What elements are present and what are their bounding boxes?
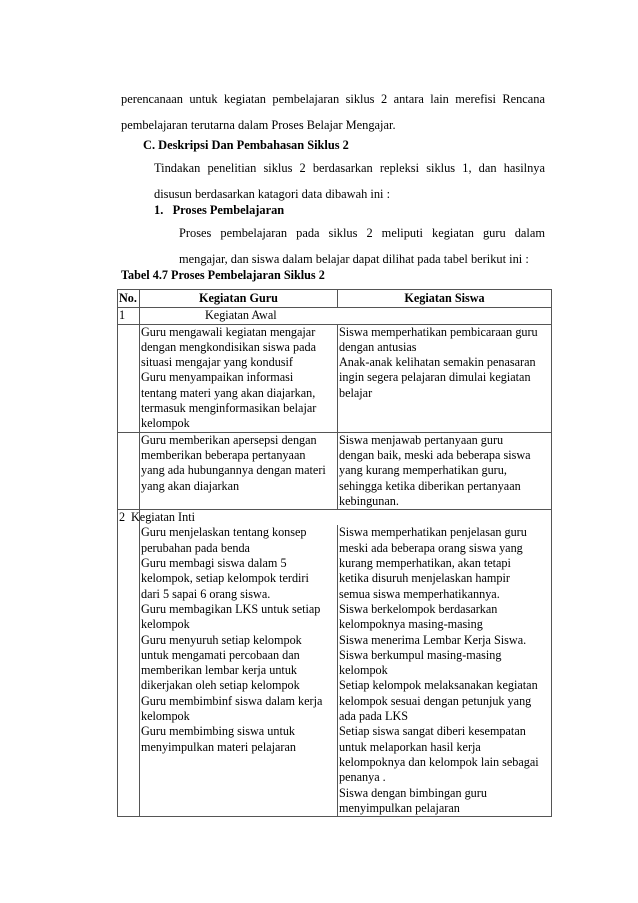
cell-line: yang akan diajarkan <box>141 478 240 493</box>
cell-line: Guru memberikan apersepsi dengan <box>141 432 317 447</box>
text-line: pembelajaran terutarna dalam Proses Belajar Mengajar. <box>121 117 396 132</box>
cell-line: Siswa menjawab pertanyaan guru <box>339 432 504 447</box>
cell-line: kelompok <box>141 416 190 431</box>
cell-line: semua siswa memperhatikannya. <box>339 586 500 601</box>
text-line: mengajar, dan siswa dalam belajar dapat dilihat pada tabel berikut ini : <box>179 251 529 266</box>
guru-cell <box>140 525 338 816</box>
cell-line: untuk melaporkan hasil kerja <box>339 739 481 754</box>
empty-cell <box>118 525 140 816</box>
cell-line: dengan antusias <box>339 339 417 354</box>
cell-line: memberikan lembar kerja untuk <box>141 663 298 678</box>
cell-line: menyimpulkan pelajaran <box>339 800 460 815</box>
siswa-cell <box>338 324 552 432</box>
empty-cell <box>338 308 552 324</box>
cell-line: kelompok, setiap kelompok terdiri <box>141 571 309 586</box>
subsection-heading: 1. Proses Pembelajaran <box>154 203 285 217</box>
section-label-cell <box>131 510 552 526</box>
cell-line: yang kurang memperhatikan guru, <box>339 463 507 478</box>
cell-line: kelompok sesuai dengan petunjuk yang <box>339 693 532 708</box>
row-number: 1 <box>118 308 140 324</box>
section-row-kegiatan-inti <box>118 510 552 526</box>
cell-line: Guru mengawali kegiatan mengajar <box>141 324 316 339</box>
text-line: Proses pembelajaran pada siklus 2 meliputi kegiatan guru dalam <box>179 226 545 240</box>
cell-line: Guru menyampaikan informasi <box>141 370 294 385</box>
cell-line: Guru membagikan LKS untuk setiap <box>141 601 321 616</box>
cell-line: Guru membagi siswa dalam 5 <box>141 556 287 571</box>
guru-cell <box>140 432 338 509</box>
cell-line: Guru membimbing siswa untuk <box>141 724 296 739</box>
cell-line: Setiap kelompok melaksanakan kegiatan <box>339 678 538 693</box>
cell-line: meski ada beberapa orang siswa yang <box>339 540 523 555</box>
cell-line: Siswa berkelompok berdasarkan <box>339 601 498 616</box>
cell-line: situasi mengajar yang kondusif <box>141 355 293 370</box>
row-number: 2 <box>118 510 140 526</box>
paragraph-intro <box>121 87 545 138</box>
guru-cell <box>140 324 338 432</box>
table-caption: Tabel 4.7 Proses Pembelajaran Siklus 2 <box>121 268 325 282</box>
header-kegiatan-guru: Kegiatan Guru <box>140 290 338 308</box>
cell-line: dikerjakan oleh setiap kelompok <box>141 678 300 693</box>
cell-line: ada pada LKS <box>339 709 409 724</box>
cell-line: Guru membimbinf siswa dalam kerja <box>141 693 323 708</box>
table-row <box>118 525 552 816</box>
cell-line: Siswa berkumpul masing-masing <box>339 647 502 662</box>
cell-line: untuk mengamati percobaan dan <box>141 647 300 662</box>
siswa-cell <box>338 525 552 816</box>
cell-line: sehingga ketika diberikan pertanyaan <box>339 478 521 493</box>
cell-line: Siswa memperhatikan penjelasan guru <box>339 525 527 540</box>
header-kegiatan-siswa: Kegiatan Siswa <box>338 290 552 308</box>
cell-line: dengan baik, meski ada beberapa siswa <box>339 447 531 462</box>
text-line: perencanaan untuk kegiatan pembelajaran siklus 2 antara lain merefisi Rencana <box>121 92 545 106</box>
cell-line: Guru menyuruh setiap kelompok <box>141 632 302 647</box>
table-row <box>118 432 552 509</box>
cell-line: kelompok <box>141 709 190 724</box>
cell-line: yang ada hubungannya dengan materi <box>141 463 326 478</box>
section-label-cell <box>140 308 338 324</box>
empty-cell <box>118 324 140 432</box>
empty-cell <box>118 432 140 509</box>
header-no: No. <box>118 290 140 308</box>
cell-line: kelompok <box>141 617 190 632</box>
cell-line: ketika disuruh menjelaskan hampir <box>339 571 510 586</box>
cell-line: ingin segera pelajaran dimulai kegiatan <box>339 370 531 385</box>
paragraph-proses <box>179 221 545 272</box>
cell-line: termasuk menginformasikan belajar <box>141 401 317 416</box>
cell-line: menyimpulkan materi pelajaran <box>141 739 296 754</box>
cell-line: Siswa dengan bimbingan guru <box>339 785 487 800</box>
cell-line: perubahan pada benda <box>141 540 250 555</box>
cell-line: kebingunan. <box>339 493 399 508</box>
section-row-kegiatan-awal <box>118 308 552 324</box>
cell-line: memberikan beberapa pertanyaan <box>141 447 306 462</box>
cell-line: kelompoknya masing-masing <box>339 617 483 632</box>
cell-line: Setiap siswa sangat diberi kesempatan <box>339 724 526 739</box>
cell-line: kelompok <box>339 663 388 678</box>
cell-line: Anak-anak kelihatan semakin penasaran <box>339 355 536 370</box>
paragraph-siklus-2 <box>154 156 545 207</box>
section-heading: C. Deskripsi Dan Pembahasan Siklus 2 <box>143 138 349 152</box>
text-line: Tindakan penelitian siklus 2 berdasarkan repleksi siklus 1, dan hasilnya <box>154 161 545 175</box>
cell-line: Guru menjelaskan tentang konsep <box>141 525 307 540</box>
table-header-row <box>118 290 552 308</box>
cell-line: dengan mengkondisikan siswa pada <box>141 339 316 354</box>
cell-line: penanya . <box>339 770 386 785</box>
section-label: Kegiatan Awal <box>205 308 277 323</box>
cell-line: Siswa menerima Lembar Kerja Siswa. <box>339 632 527 647</box>
cell-line: Siswa memperhatikan pembicaraan guru <box>339 324 538 339</box>
text-line: disusun berdasarkan katagori data dibawah ini : <box>154 186 391 201</box>
table-row <box>118 324 552 432</box>
cell-line: tentang materi yang akan diajarkan, <box>141 385 316 400</box>
cell-line: dari 5 sapai 6 orang siswa. <box>141 586 271 601</box>
cell-line: belajar <box>339 385 373 400</box>
section-label: Kegiatan Inti <box>131 510 195 525</box>
cell-line: kurang memperhatikan, akan tetapi <box>339 556 511 571</box>
siswa-cell <box>338 432 552 509</box>
cell-line: kelompoknya dan kelompok lain sebagai <box>339 754 539 769</box>
process-table <box>117 289 552 817</box>
